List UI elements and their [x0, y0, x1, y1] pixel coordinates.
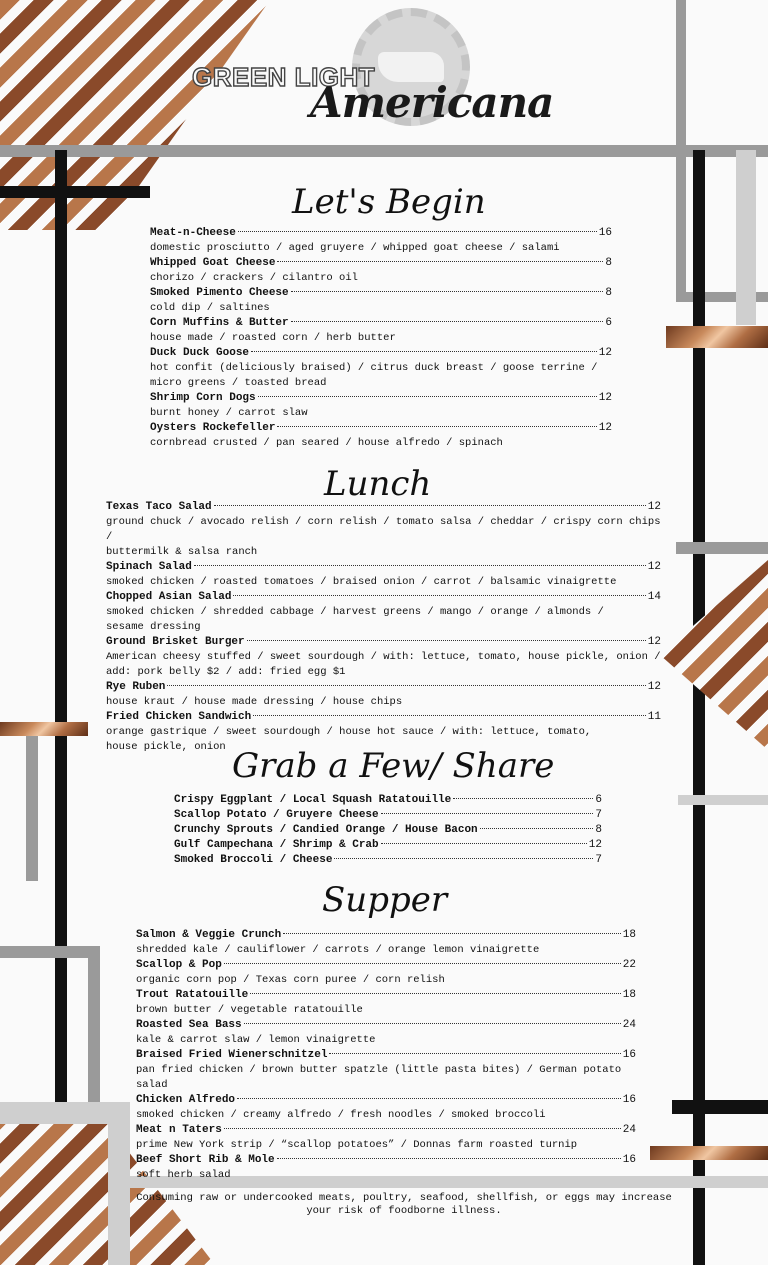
menu-item-description: house made / roasted corn / herb butter	[150, 332, 396, 344]
menu-item-description: burnt honey / carrot slaw	[150, 407, 308, 419]
menu-item-price: 8	[605, 257, 612, 269]
menu-item	[150, 286, 612, 316]
dot-leader	[251, 351, 597, 352]
grey-vertical-bar-right	[676, 0, 686, 300]
menu-item-row	[174, 823, 602, 838]
brand-top-text: GREEN LIGHT	[192, 62, 376, 92]
menu-item	[106, 635, 661, 680]
menu-item-row	[136, 1048, 636, 1063]
dot-leader	[253, 715, 646, 716]
dot-leader	[224, 1128, 621, 1129]
menu-item-name: Chopped Asian Salad	[106, 591, 232, 603]
copper-bar-bottom-right	[650, 1146, 768, 1160]
menu-item-price: 16	[622, 1094, 636, 1106]
menu-item-row	[136, 1018, 636, 1033]
section-title-lunch: Lunch	[324, 464, 432, 504]
menu-item-price: 8	[605, 287, 612, 299]
menu-item-price: 7	[595, 809, 602, 821]
black-vertical-bar-left	[55, 150, 67, 1265]
menu-item-description: prime New York strip / “scallop potatoes” / Donnas farm roasted turnip	[136, 1139, 578, 1151]
menu-item-row	[174, 793, 602, 808]
menu-item-name: Duck Duck Goose	[150, 347, 250, 359]
menu-item-name: Crunchy Sprouts / Candied Orange / House Bacon	[174, 824, 478, 836]
dot-leader	[250, 993, 621, 994]
menu-item-row	[136, 1153, 636, 1168]
dot-leader	[167, 685, 645, 686]
menu-item-row	[136, 1093, 636, 1108]
menu-item-price: 12	[647, 636, 661, 648]
menu-item-name: Texas Taco Salad	[106, 501, 212, 513]
menu-item-name: Meat n Taters	[136, 1124, 222, 1136]
menu-item-name: Spinach Salad	[106, 561, 192, 573]
dot-leader	[334, 858, 593, 859]
menu-item-description: sesame dressing	[106, 621, 201, 633]
grey-vertical-bar-left	[26, 736, 38, 881]
dot-leader	[244, 1023, 621, 1024]
menu-item-description: American cheesy stuffed / sweet sourdough / with: lettuce, tomato, house pickle, onion /	[106, 651, 661, 663]
dot-leader	[214, 505, 646, 506]
menu-section-lets-begin	[150, 226, 612, 451]
brand-script-text: Americana	[310, 78, 554, 127]
menu-section-supper	[136, 928, 636, 1183]
menu-item-name: Crispy Eggplant / Local Squash Ratatouille	[174, 794, 452, 806]
menu-item-price: 8	[595, 824, 602, 836]
menu-item-description: house kraut / house made dressing / house chips	[106, 696, 403, 708]
menu-item	[174, 808, 602, 823]
menu-item-description: ground chuck / avocado relish / corn relish / tomato salsa / cheddar / crispy corn chips /	[106, 516, 661, 543]
menu-item-row	[174, 853, 602, 868]
menu-item-description: cold dip / saltines	[150, 302, 270, 314]
menu-item-name: Shrimp Corn Dogs	[150, 392, 256, 404]
menu-item-price: 12	[647, 681, 661, 693]
menu-item-name: Rye Ruben	[106, 681, 166, 693]
menu-item	[106, 560, 661, 590]
menu-item-row	[106, 710, 661, 725]
section-title-supper: Supper	[322, 880, 448, 920]
dot-leader	[277, 261, 603, 262]
menu-item-name: Chicken Alfredo	[136, 1094, 236, 1106]
menu-item-description: brown butter / vegetable ratatouille	[136, 1004, 363, 1016]
dot-leader	[291, 321, 604, 322]
menu-item-row	[106, 500, 661, 515]
copper-bar-left	[0, 722, 88, 736]
menu-item-price: 16	[622, 1154, 636, 1166]
menu-item-row	[106, 590, 661, 605]
menu-item	[150, 391, 612, 421]
section-title-lets-begin: Let's Begin	[292, 182, 486, 222]
menu-item	[136, 928, 636, 958]
menu-item	[106, 710, 661, 755]
menu-item-description: house pickle, onion	[106, 741, 226, 753]
menu-item	[136, 1048, 636, 1093]
dot-leader	[480, 828, 594, 829]
menu-item-name: Scallop & Pop	[136, 959, 222, 971]
menu-item-price: 12	[598, 347, 612, 359]
menu-item-name: Scallop Potato / Gruyere Cheese	[174, 809, 379, 821]
menu-item-name: Meat-n-Cheese	[150, 227, 236, 239]
section-title-grab-a-few: Grab a Few/ Share	[232, 746, 555, 786]
menu-item-name: Trout Ratatouille	[136, 989, 249, 1001]
menu-item-price: 12	[647, 501, 661, 513]
dot-leader	[237, 1098, 621, 1099]
black-bar-bottom-right	[672, 1100, 768, 1114]
menu-item-description: add: pork belly $2 / add: fried egg $1	[106, 666, 346, 678]
menu-item-row	[150, 421, 612, 436]
menu-item	[150, 421, 612, 451]
menu-item-row	[136, 928, 636, 943]
menu-item-name: Oysters Rockefeller	[150, 422, 276, 434]
light-grey-vertical-bar-right	[736, 150, 756, 325]
menu-item	[174, 838, 602, 853]
menu-item-description: shredded kale / cauliflower / carrots / orange lemon vinaigrette	[136, 944, 540, 956]
menu-item-name: Gulf Campechana / Shrimp & Crab	[174, 839, 379, 851]
menu-item-price: 24	[622, 1019, 636, 1031]
menu-item	[174, 853, 602, 868]
menu-item-row	[106, 635, 661, 650]
menu-item-description: soft herb salad	[136, 1169, 231, 1181]
black-horizontal-bar-left	[0, 186, 150, 198]
menu-item-price: 12	[598, 392, 612, 404]
menu-item-name: Whipped Goat Cheese	[150, 257, 276, 269]
menu-item-row	[150, 286, 612, 301]
menu-item-name: Fried Chicken Sandwich	[106, 711, 252, 723]
menu-item	[150, 256, 612, 286]
copper-chevron-right	[660, 560, 768, 750]
dot-leader	[277, 1158, 621, 1159]
menu-item-name: Ground Brisket Burger	[106, 636, 245, 648]
dot-leader	[291, 291, 604, 292]
menu-item-price: 22	[622, 959, 636, 971]
menu-item	[150, 346, 612, 391]
dot-leader	[381, 843, 587, 844]
menu-item-name: Beef Short Rib & Mole	[136, 1154, 275, 1166]
menu-item-name: Braised Fried Wienerschnitzel	[136, 1049, 328, 1061]
menu-item-description: pan fried chicken / brown butter spatzle (little pasta bites) / German potato salad	[136, 1064, 622, 1091]
menu-item	[106, 500, 661, 560]
menu-item	[136, 1018, 636, 1048]
menu-item-price: 6	[605, 317, 612, 329]
menu-item-description: hot confit (deliciously braised) / citrus duck breast / goose terrine /	[150, 362, 598, 374]
menu-item-price: 14	[647, 591, 661, 603]
menu-item-description: cornbread crusted / pan seared / house alfredo / spinach	[150, 437, 503, 449]
light-grey-bar-right-mid	[678, 795, 768, 805]
menu-item-price: 11	[647, 711, 661, 723]
menu-item-row	[106, 560, 661, 575]
light-grey-vertical-bar-bottom-left	[108, 1102, 130, 1265]
menu-item-price: 16	[598, 227, 612, 239]
grey-frame-bottom-left	[0, 946, 100, 958]
menu-item	[150, 226, 612, 256]
grey-short-bar-right	[676, 542, 768, 554]
menu-item	[150, 316, 612, 346]
dot-leader	[233, 595, 645, 596]
menu-item-row	[136, 958, 636, 973]
menu-item-name: Salmon & Veggie Crunch	[136, 929, 282, 941]
menu-section-lunch	[106, 500, 661, 755]
grey-frame-bottom-left-vertical	[88, 946, 100, 1102]
dot-leader	[258, 396, 597, 397]
menu-item-price: 6	[595, 794, 602, 806]
menu-item-name: Roasted Sea Bass	[136, 1019, 242, 1031]
menu-item-description: buttermilk & salsa ranch	[106, 546, 258, 558]
menu-item-row	[150, 391, 612, 406]
dot-leader	[224, 963, 621, 964]
menu-item-price: 12	[588, 839, 602, 851]
dot-leader	[381, 813, 594, 814]
menu-item-price: 16	[622, 1049, 636, 1061]
menu-item-row	[150, 256, 612, 271]
menu-item	[174, 793, 602, 808]
black-vertical-bar-right	[693, 150, 705, 1265]
menu-item-row	[136, 1123, 636, 1138]
menu-item-row	[150, 316, 612, 331]
menu-item-price: 18	[622, 989, 636, 1001]
menu-item-description: smoked chicken / roasted tomatoes / braised onion / carrot / balsamic vinaigrette	[106, 576, 617, 588]
menu-item-name: Smoked Broccoli / Cheese	[174, 854, 333, 866]
menu-item-row	[174, 838, 602, 853]
dot-leader	[247, 640, 646, 641]
menu-item-row	[150, 226, 612, 241]
menu-item-description: orange gastrique / sweet sourdough / house hot sauce / with: lettuce, tomato,	[106, 726, 592, 738]
menu-item	[136, 1093, 636, 1123]
menu-item	[136, 1123, 636, 1153]
menu-item-description: smoked chicken / creamy alfredo / fresh noodles / smoked broccoli	[136, 1109, 546, 1121]
menu-item-price: 18	[622, 929, 636, 941]
menu-item-description: kale & carrot slaw / lemon vinaigrette	[136, 1034, 376, 1046]
menu-item-name: Smoked Pimento Cheese	[150, 287, 289, 299]
dot-leader	[329, 1053, 620, 1054]
menu-item-price: 12	[598, 422, 612, 434]
menu-item-price: 24	[622, 1124, 636, 1136]
menu-item	[106, 680, 661, 710]
menu-item-price: 12	[647, 561, 661, 573]
dot-leader	[194, 565, 646, 566]
food-safety-disclaimer: Consuming raw or undercooked meats, poultry, seafood, shellfish, or eggs may increase your risk of foodborne illness.	[136, 1192, 672, 1217]
menu-item-price: 7	[595, 854, 602, 866]
grey-horizontal-bar-top	[0, 145, 768, 157]
dot-leader	[283, 933, 621, 934]
dot-leader	[238, 231, 597, 232]
menu-item-row	[136, 988, 636, 1003]
menu-item-description: domestic prosciutto / aged gruyere / whipped goat cheese / salami	[150, 242, 560, 254]
menu-item	[136, 958, 636, 988]
menu-section-grab-a-few	[174, 793, 602, 868]
menu-item-description: chorizo / crackers / cilantro oil	[150, 272, 358, 284]
menu-item-row	[150, 346, 612, 361]
menu-item-description: micro greens / toasted bread	[150, 377, 327, 389]
menu-item	[106, 590, 661, 635]
menu-item	[136, 1153, 636, 1183]
menu-item	[136, 988, 636, 1018]
menu-item-row	[174, 808, 602, 823]
dot-leader	[277, 426, 596, 427]
menu-item	[174, 823, 602, 838]
menu-item-row	[106, 680, 661, 695]
menu-item-description: organic corn pop / Texas corn puree / corn relish	[136, 974, 445, 986]
copper-bar-right	[666, 326, 768, 348]
dot-leader	[453, 798, 593, 799]
menu-item-name: Corn Muffins & Butter	[150, 317, 289, 329]
menu-item-description: smoked chicken / shredded cabbage / harvest greens / mango / orange / almonds /	[106, 606, 604, 618]
